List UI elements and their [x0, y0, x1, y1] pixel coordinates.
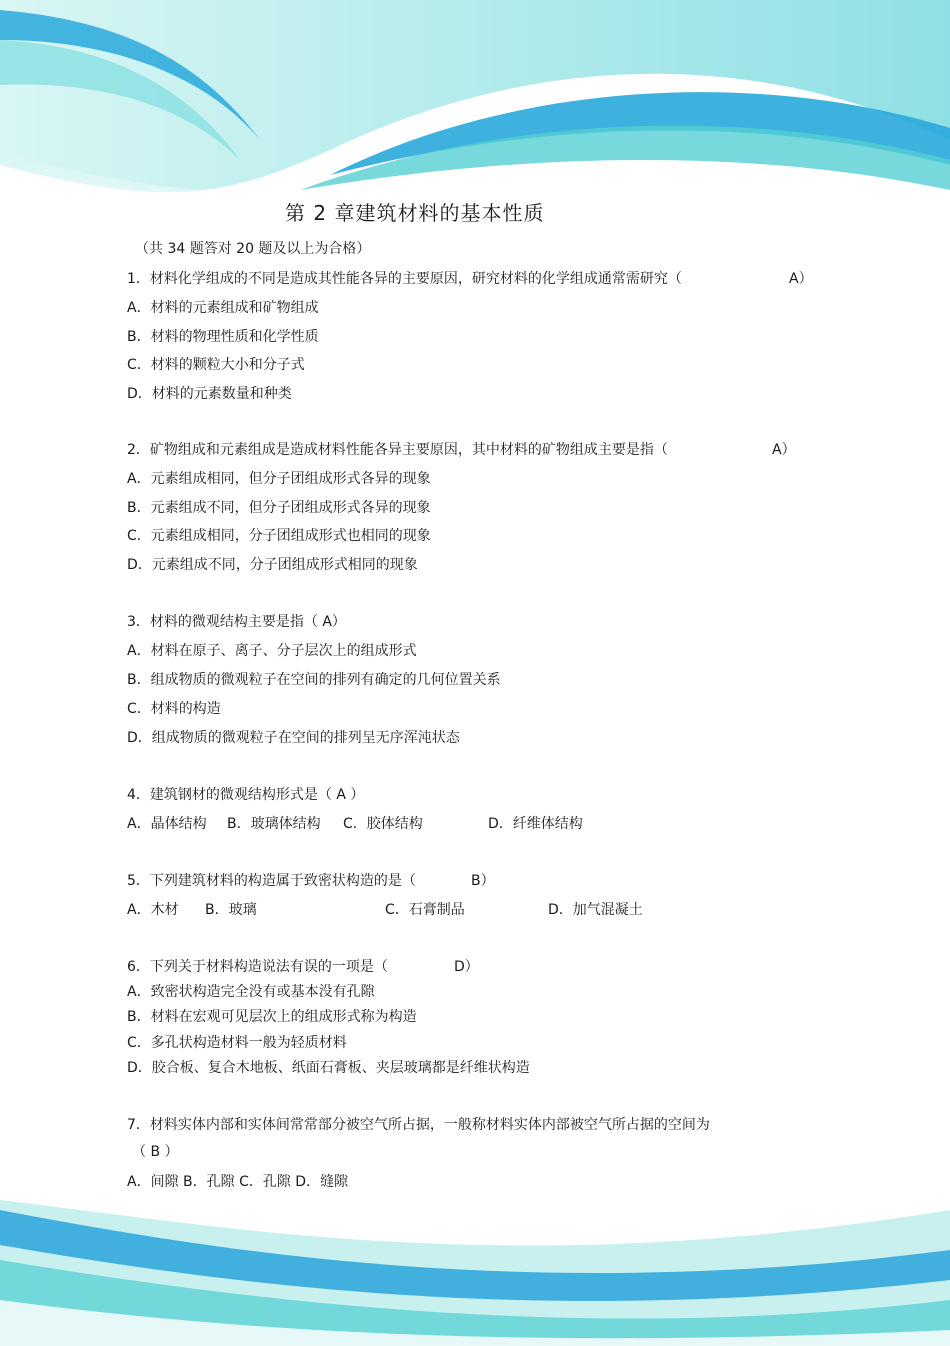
question-7-answer: （ B ） [132, 1144, 179, 1160]
question-1-stem: 1．材料化学组成的不同是造成其性能各异的主要原因，研究材料的化学组成通常需研究（ [127, 271, 682, 287]
top-wave-decoration [0, 0, 950, 230]
question-2-stem: 2．矿物组成和元素组成是造成材料性能各异主要原因，其中材料的矿物组成主要是指（ [127, 442, 668, 458]
question-5-stem: 5．下列建筑材料的构造属于致密状构造的是（ [127, 873, 416, 889]
question-5-answer: B） [471, 873, 495, 889]
question-1-option-a: A．材料的元素组成和矿物组成 [127, 300, 319, 316]
question-5-option-d: D．加气混凝土 [548, 902, 643, 918]
page-title: 第 2 章建筑材料的基本性质 [285, 201, 545, 225]
question-5-option-a: A．木材 [127, 902, 179, 918]
question-3-stem: 3．材料的微观结构主要是指（ A） [127, 614, 346, 630]
question-3-option-b: B．组成物质的微观粒子在空间的排列有确定的几何位置关系 [127, 672, 501, 688]
question-4-option-b: B．玻璃体结构 [227, 816, 321, 832]
question-1-answer: A） [789, 271, 813, 287]
question-6-option-d: D．胶合板、复合木地板、纸面石膏板、夹层玻璃都是纤维状构造 [127, 1060, 530, 1076]
question-4-option-d: D．纤维体结构 [488, 816, 583, 832]
question-2-answer: A） [772, 442, 796, 458]
question-2-option-d: D．元素组成不同，分子团组成形式相同的现象 [127, 557, 418, 573]
question-6-option-c: C．多孔状构造材料一般为轻质材料 [127, 1035, 347, 1051]
question-1-option-d: D．材料的元素数量和种类 [127, 386, 292, 402]
question-6-option-a: A．致密状构造完全没有或基本没有孔隙 [127, 984, 375, 1000]
question-3-option-a: A．材料在原子、离子、分子层次上的组成形式 [127, 643, 417, 659]
question-4-option-c: C．胶体结构 [343, 816, 423, 832]
pass-criteria-note: （共 34 题答对 20 题及以上为合格） [135, 241, 371, 257]
question-5-option-c: C．石膏制品 [385, 902, 465, 918]
question-3-option-c: C．材料的构造 [127, 701, 221, 717]
question-3-option-d: D．组成物质的微观粒子在空间的排列呈无序浑沌状态 [127, 730, 460, 746]
question-7-options: A．间隙 B．孔隙 C．孔隙 D．缝隙 [127, 1174, 349, 1190]
bottom-wave-decoration [0, 1190, 950, 1346]
question-4-option-a: A．晶体结构 [127, 816, 207, 832]
question-6-option-b: B．材料在宏观可见层次上的组成形式称为构造 [127, 1009, 417, 1025]
question-5-option-b: B．玻璃 [205, 902, 257, 918]
question-6-answer: D） [454, 959, 479, 975]
question-6-stem: 6．下列关于材料构造说法有误的一项是（ [127, 959, 388, 975]
question-7-stem: 7．材料实体内部和实体间常常部分被空气所占据，一般称材料实体内部被空气所占据的空间为 [127, 1117, 710, 1133]
question-2-option-b: B．元素组成不同，但分子团组成形式各异的现象 [127, 500, 431, 516]
question-4-stem: 4．建筑钢材的微观结构形式是（ A ） [127, 787, 365, 803]
question-1-option-c: C．材料的颗粒大小和分子式 [127, 357, 305, 373]
question-2-option-a: A．元素组成相同，但分子团组成形式各异的现象 [127, 471, 431, 487]
question-2-option-c: C．元素组成相同，分子团组成形式也相同的现象 [127, 528, 431, 544]
question-1-option-b: B．材料的物理性质和化学性质 [127, 329, 319, 345]
